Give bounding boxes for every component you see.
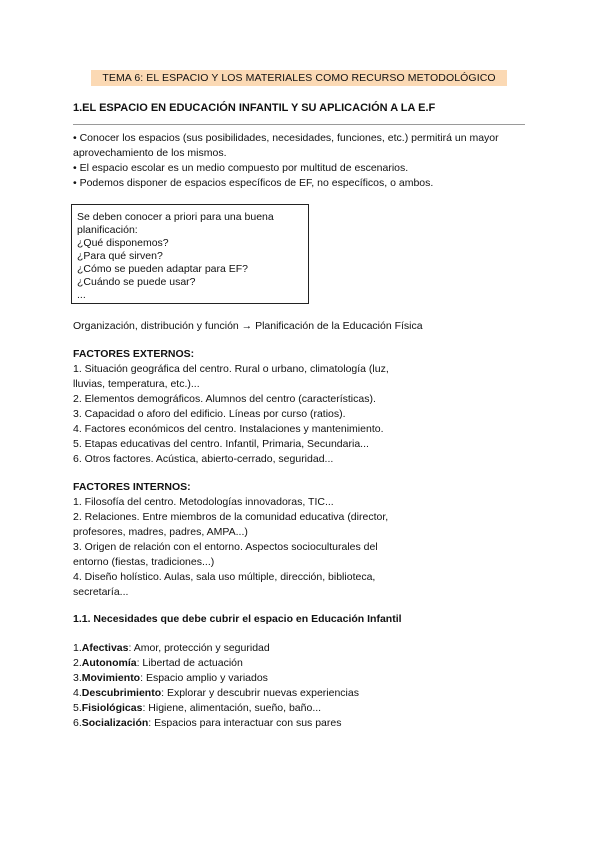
list-item: 2. Relaciones. Entre miembros de la comunidad educativa (director, profesores, madres, padres, AMPA...) [73, 511, 389, 538]
bullet-item: • Podemos disponer de espacios específicos de EF, no específicos, o ambos. [73, 177, 434, 189]
box-line: Se deben conocer a priori para una buena [77, 211, 274, 223]
list-item: 2. Elementos demográficos. Alumnos del centro (características). [73, 393, 376, 405]
need-item [73, 656, 243, 671]
box-line: ¿Cómo se pueden adaptar para EF? [77, 263, 249, 275]
need-description: : Espacios para interactuar con sus pares [148, 717, 342, 729]
need-item [73, 686, 359, 701]
planning-questions-box [71, 204, 309, 304]
need-term: Descubrimiento [81, 687, 162, 699]
box-line: ... [77, 289, 86, 301]
organization-line: Organización, distribución y función → Planificación de la Educación Física [73, 320, 423, 332]
need-term: Movimiento [81, 672, 141, 684]
list-item: 6. Otros factores. Acústica, abierto-cerrado, seguridad... [73, 453, 334, 465]
list-item: 3. Origen de relación con el entorno. Aspectos socioculturales del entorno (fiestas, tradiciones...) [73, 541, 378, 568]
need-item [73, 701, 321, 716]
box-line: ¿Qué disponemos? [77, 237, 169, 249]
bullet-item: • Conocer los espacios (sus posibilidades, necesidades, funciones, etc.) permitirá un mayor aprovechamiento de los mismos. [73, 132, 499, 159]
need-term: Fisiológicas [81, 702, 143, 714]
need-description: : Higiene, alimentación, sueño, baño... [142, 702, 322, 714]
need-number: 2. [73, 657, 82, 669]
need-number: 1. [73, 642, 82, 654]
need-item [73, 641, 270, 656]
need-description: : Amor, protección y seguridad [128, 642, 270, 654]
need-item [73, 716, 341, 731]
internal-factors-heading: FACTORES INTERNOS: [73, 481, 191, 493]
need-description: : Espacio amplio y variados [140, 672, 268, 684]
list-item: 3. Capacidad o aforo del edificio. Líneas por curso (ratios). [73, 408, 346, 420]
need-term: Socialización [81, 717, 149, 729]
need-number: 6. [73, 717, 82, 729]
need-number: 4. [73, 687, 82, 699]
list-item: 4. Factores económicos del centro. Instalaciones y mantenimiento. [73, 423, 384, 435]
box-line: planificación: [77, 224, 138, 236]
external-factors-heading: FACTORES EXTERNOS: [73, 348, 195, 360]
need-number: 5. [73, 702, 82, 714]
need-term: Autonomía [81, 657, 137, 669]
need-description: : Libertad de actuación [136, 657, 243, 669]
need-description: : Explorar y descubrir nuevas experiencias [161, 687, 359, 699]
section-1-1-heading: 1.1. Necesidades que debe cubrir el espacio en Educación Infantil [73, 613, 402, 625]
need-term: Afectivas [81, 642, 129, 654]
need-number: 3. [73, 672, 82, 684]
section-1-heading: 1.EL ESPACIO EN EDUCACIÓN INFANTIL Y SU APLICACIÓN A LA E.F [73, 102, 436, 114]
list-item: 1. Filosofía del centro. Metodologías innovadoras, TIC... [73, 496, 334, 508]
list-item: 4. Diseño holístico. Aulas, sala uso múltiple, dirección, biblioteca, secretaría... [73, 571, 376, 598]
heading-divider [73, 124, 525, 125]
document-title: TEMA 6: EL ESPACIO Y LOS MATERIALES COMO RECURSO METODOLÓGICO [91, 70, 507, 86]
list-item: 5. Etapas educativas del centro. Infantil, Primaria, Secundaria... [73, 438, 369, 450]
box-line: ¿Para qué sirven? [77, 250, 163, 262]
need-item [73, 671, 268, 686]
list-item: 1. Situación geográfica del centro. Rural o urbano, climatología (luz, lluvias, temperatura, etc.)... [73, 363, 389, 390]
box-line: ¿Cuándo se puede usar? [77, 276, 196, 288]
bullet-item: • El espacio escolar es un medio compuesto por multitud de escenarios. [73, 162, 409, 174]
